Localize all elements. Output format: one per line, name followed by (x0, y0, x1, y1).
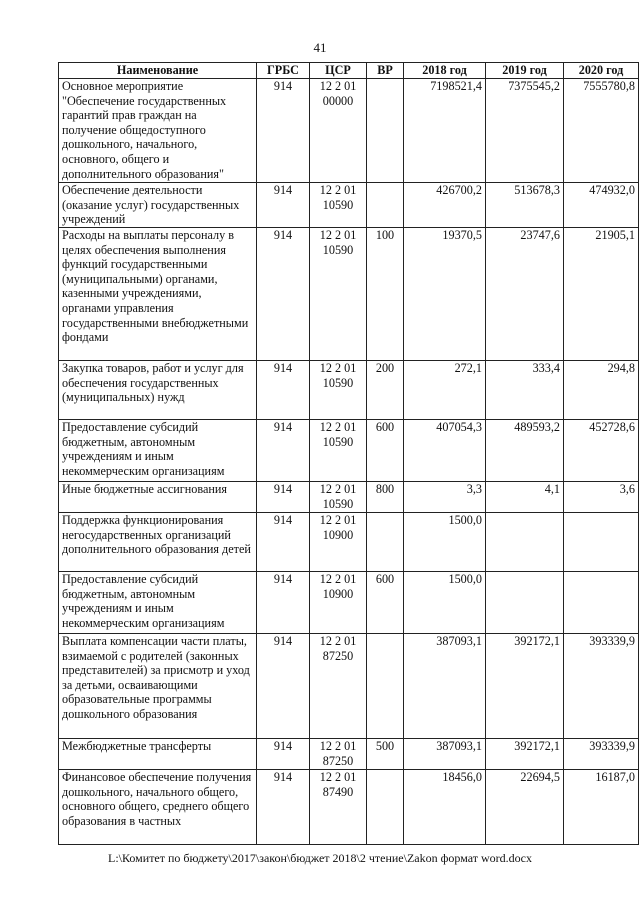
table-row (59, 572, 639, 634)
row-grbs: 914 (257, 361, 310, 420)
header-name: Наименование (59, 63, 257, 79)
row-name: Обеспечение деятельности (оказание услуг) государственных учреждений (59, 183, 257, 228)
row-vr (367, 183, 404, 228)
row-2018: 18456,0 (404, 770, 486, 845)
file-path-footer: L:\Комитет по бюджету\2017\закон\бюджет 2018\2 чтение\Zakon формат word.docx (108, 851, 532, 865)
table-row (59, 482, 639, 513)
budget-table (58, 62, 639, 845)
page-number: 41 (313, 40, 327, 55)
row-grbs: 914 (257, 183, 310, 228)
row-2019: 513678,3 (486, 183, 564, 228)
row-2019: 22694,5 (486, 770, 564, 845)
row-name: Расходы на выплаты персоналу в целях обеспечения выполнения функций государственными (муниципальными) органами, казенными учреждениями, органами управления государственными внебюджетными фондами (59, 228, 257, 361)
row-2020: 7555780,8 (564, 79, 639, 183)
table-row (59, 228, 639, 361)
row-csr: 12 2 01 10590 (310, 482, 367, 513)
row-2020 (564, 572, 639, 634)
table-header-row (59, 63, 639, 79)
table-row (59, 420, 639, 482)
table-row (59, 634, 639, 739)
header-csr: ЦСР (310, 63, 367, 79)
row-2019: 23747,6 (486, 228, 564, 361)
table-row (59, 770, 639, 845)
header-2018: 2018 год (404, 63, 486, 79)
row-2020: 393339,9 (564, 739, 639, 770)
row-2018: 407054,3 (404, 420, 486, 482)
row-2018: 272,1 (404, 361, 486, 420)
row-2019: 7375545,2 (486, 79, 564, 183)
table-row (59, 183, 639, 228)
header-2020: 2020 год (564, 63, 639, 79)
row-csr: 12 2 01 87250 (310, 739, 367, 770)
row-2018: 1500,0 (404, 513, 486, 572)
row-2020 (564, 513, 639, 572)
row-grbs: 914 (257, 770, 310, 845)
header-vr: ВР (367, 63, 404, 79)
row-name: Иные бюджетные ассигнования (59, 482, 257, 513)
row-vr (367, 770, 404, 845)
header-2019: 2019 год (486, 63, 564, 79)
row-2020: 393339,9 (564, 634, 639, 739)
row-2018: 1500,0 (404, 572, 486, 634)
row-grbs: 914 (257, 420, 310, 482)
row-csr: 12 2 01 87490 (310, 770, 367, 845)
row-csr: 12 2 01 10900 (310, 513, 367, 572)
row-name: Предоставление субсидий бюджетным, автономным учреждениям и иным некоммерческим организациям (59, 572, 257, 634)
row-2020: 452728,6 (564, 420, 639, 482)
row-vr: 200 (367, 361, 404, 420)
row-name: Финансовое обеспечение получения дошкольного, начального общего, основного общего, среднего общего образования в частных (59, 770, 257, 845)
row-csr: 12 2 01 00000 (310, 79, 367, 183)
row-csr: 12 2 01 87250 (310, 634, 367, 739)
row-2020: 21905,1 (564, 228, 639, 361)
row-2019: 333,4 (486, 361, 564, 420)
row-csr: 12 2 01 10590 (310, 361, 367, 420)
table-row (59, 79, 639, 183)
row-2020: 3,6 (564, 482, 639, 513)
row-grbs: 914 (257, 513, 310, 572)
row-vr: 100 (367, 228, 404, 361)
row-grbs: 914 (257, 572, 310, 634)
row-2018: 426700,2 (404, 183, 486, 228)
row-2019: 392172,1 (486, 739, 564, 770)
row-2019 (486, 513, 564, 572)
row-name: Предоставление субсидий бюджетным, автономным учреждениям и иным некоммерческим организациям (59, 420, 257, 482)
row-vr (367, 79, 404, 183)
row-2020: 474932,0 (564, 183, 639, 228)
row-grbs: 914 (257, 634, 310, 739)
table-row (59, 361, 639, 420)
row-2018: 7198521,4 (404, 79, 486, 183)
row-2018: 3,3 (404, 482, 486, 513)
row-vr: 600 (367, 420, 404, 482)
table-row (59, 739, 639, 770)
row-2018: 387093,1 (404, 739, 486, 770)
row-2019: 4,1 (486, 482, 564, 513)
row-2018: 387093,1 (404, 634, 486, 739)
row-vr: 600 (367, 572, 404, 634)
row-csr: 12 2 01 10590 (310, 183, 367, 228)
row-grbs: 914 (257, 482, 310, 513)
row-name: Выплата компенсации части платы, взимаемой с родителей (законных представителей) за присмотр и уход за детьми, осваивающими образовательные программы дошкольного образования (59, 634, 257, 739)
row-grbs: 914 (257, 79, 310, 183)
row-grbs: 914 (257, 739, 310, 770)
row-name: Закупка товаров, работ и услуг для обеспечения государственных (муниципальных) нужд (59, 361, 257, 420)
row-csr: 12 2 01 10590 (310, 228, 367, 361)
row-name: Поддержка функционирования негосударственных организаций дополнительного образования детей (59, 513, 257, 572)
row-csr: 12 2 01 10900 (310, 572, 367, 634)
row-2020: 294,8 (564, 361, 639, 420)
row-2018: 19370,5 (404, 228, 486, 361)
row-2019: 489593,2 (486, 420, 564, 482)
row-2020: 16187,0 (564, 770, 639, 845)
row-vr: 800 (367, 482, 404, 513)
row-2019: 392172,1 (486, 634, 564, 739)
row-grbs: 914 (257, 228, 310, 361)
row-2019 (486, 572, 564, 634)
header-grbs: ГРБС (257, 63, 310, 79)
row-vr (367, 513, 404, 572)
row-csr: 12 2 01 10590 (310, 420, 367, 482)
row-name: Основное мероприятие "Обеспечение государственных гарантий прав граждан на получение общедоступного дошкольного, начального, основного, общего и дополнительного образования" (59, 79, 257, 183)
row-vr (367, 634, 404, 739)
row-name: Межбюджетные трансферты (59, 739, 257, 770)
table-row (59, 513, 639, 572)
row-vr: 500 (367, 739, 404, 770)
